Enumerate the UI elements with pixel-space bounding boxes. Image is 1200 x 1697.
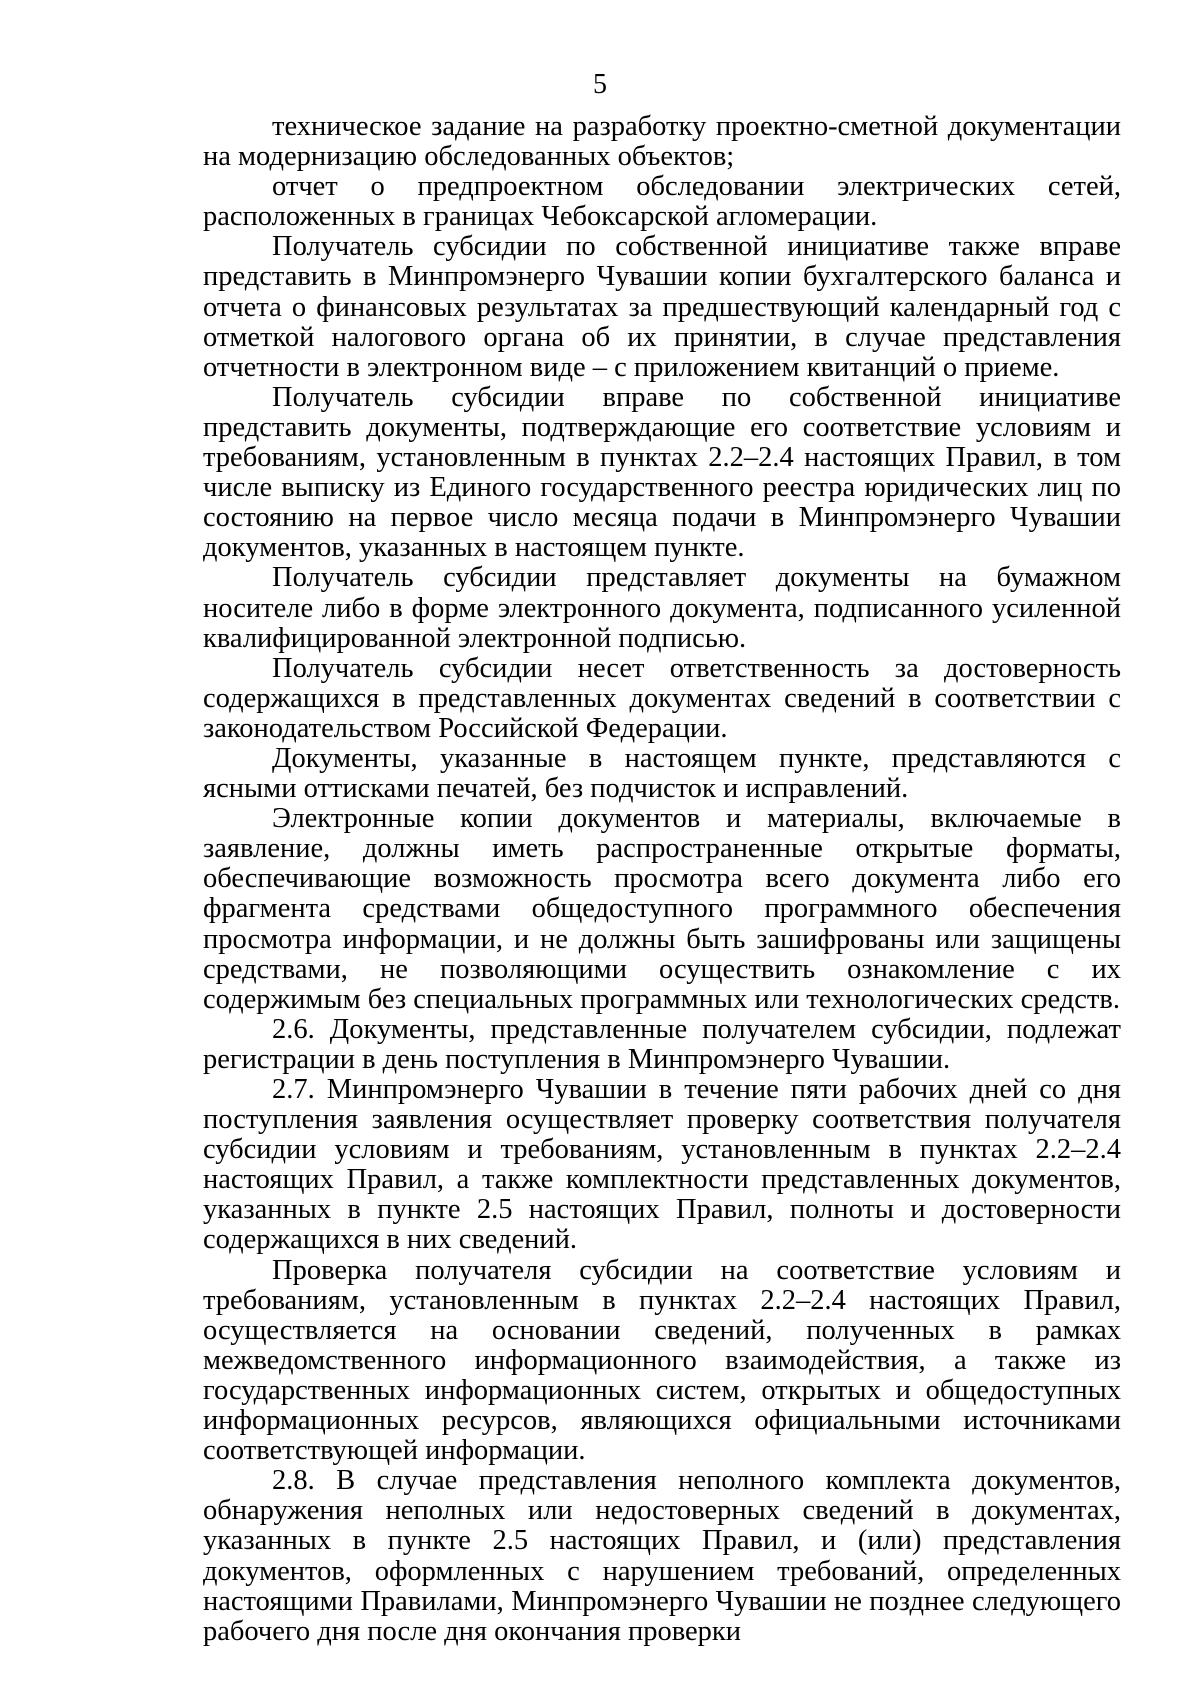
paragraph: Получатель субсидии по собственной инициативе также вправе представить в Минпромэнерго Чувашии копии бухгалтерского баланса и отчета о финансовых результатах за предшествующий календарный год с отметкой налогового органа об их принятии, в случае представления отчетности в электронном виде – с приложением квитанций о приеме. <box>203 231 1121 383</box>
paragraph: Получатель субсидии несет ответственность за достоверность содержащихся в представленных документах сведений в соответствии с законодательством Российской Федерации. <box>203 652 1121 744</box>
paragraph: Получатель субсидии представляет документы на бумажном носителе либо в форме электронного документа, подписанного усиленной квалифицированной электронной подписью. <box>203 562 1121 654</box>
paragraph: Документы, указанные в настоящем пункте, представляются с ясными оттисками печатей, без подчисток и исправлений. <box>203 742 1121 805</box>
paragraph: Получатель субсидии вправе по собственной инициативе представить документы, подтверждающие его соответствие условиям и требованиям, установленным в пунктах 2.2–2.4 настоящих Правил, в том числе выписку из Единого государственного реестра юридических лиц по состоянию на первое число месяца подачи в Минпромэнерго Чувашии документов, указанных в настоящем пункте. <box>203 381 1121 564</box>
paragraph: техническое задание на разработку проектно-сметной документации на модернизацию обследованных объектов; <box>203 111 1121 173</box>
paragraph: отчет о предпроектном обследовании электрических сетей, расположенных в границах Чебоксарской агломерации. <box>203 171 1121 233</box>
document-body <box>203 112 1121 1647</box>
paragraph: 2.7. Минпромэнерго Чувашии в течение пяти рабочих дней со дня поступления заявления осуществляет проверку соответствия получателя субсидии условиям и требованиям, установленным в пунктах 2.2–2.4 настоящих Правил, а также комплектности представленных документов, указанных в пункте 2.5 настоящих Правил, полноты и достоверности содержащихся в них сведений. <box>203 1074 1121 1256</box>
paragraph: Электронные копии документов и материалы, включаемые в заявление, должны иметь распространенные открытые форматы, обеспечивающие возможность просмотра всего документа либо его фрагмента средствами общедоступного программного обеспечения просмотра информации, и не должны быть зашифрованы или защищены средствами, не позволяющими осуществить ознакомление с их содержимым без специальных программных или технологических средств. <box>203 803 1121 1015</box>
paragraph: Проверка получателя субсидии на соответствие условиям и требованиям, установленным в пунктах 2.2–2.4 настоящих Правил, осуществляется на основании сведений, полученных в рамках межведомственного информационного взаимодействия, а также из государственных информационных систем, открытых и общедоступных информационных ресурсов, являющихся официальными источниками соответствующей информации. <box>203 1254 1121 1467</box>
paragraph: 2.8. В случае представления неполного комплекта документов, обнаружения неполных или недостоверных сведений в документах, указанных в пункте 2.5 настоящих Правил, и (или) представления документов, оформленных с нарушением требований, определенных настоящими Правилами, Минпромэнерго Чувашии не позднее следующего рабочего дня после дня окончания проверки <box>203 1465 1121 1647</box>
paragraph: 2.6. Документы, представленные получателем субсидии, подлежат регистрации в день поступления в Минпромэнерго Чувашии. <box>203 1013 1121 1075</box>
page-number: 5 <box>593 69 607 100</box>
